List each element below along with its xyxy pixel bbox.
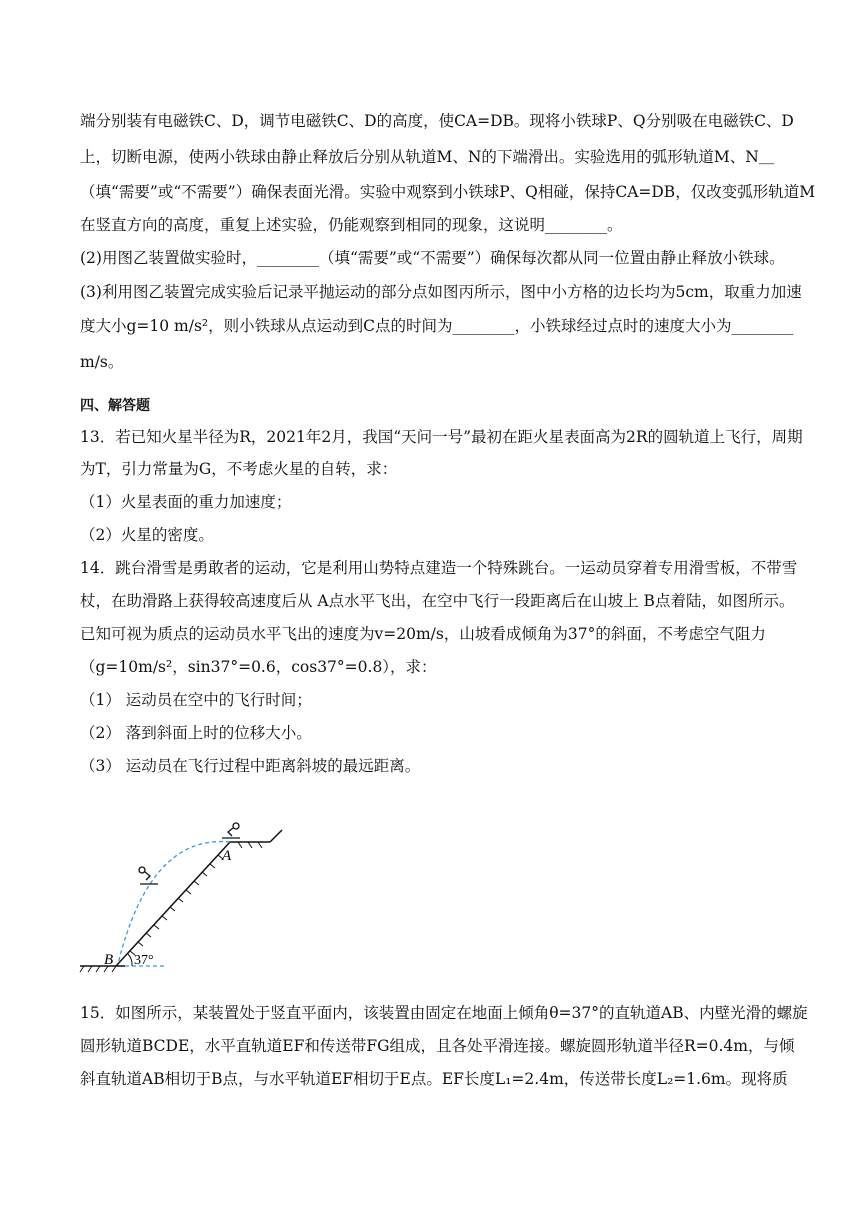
q12-line-4: 在竖直方向的高度，重复上述实验，仍能观察到相同的现象，这说明________。 bbox=[80, 216, 623, 234]
angle-arc bbox=[128, 954, 132, 966]
ski-jump-diagram bbox=[70, 814, 300, 984]
q13-sub-1: （1）火星表面的重力加速度； bbox=[80, 493, 292, 511]
q14-line-3: 已知可视为质点的运动员水平飞出的速度为v=20m/s，山坡看成倾角为37°的斜面，不考虑空气阻力 bbox=[80, 625, 766, 643]
q14-line-2: 杖，在助滑路上获得较高速度后从 A点水平飞出，在空中飞行一段距离后在山坡上 B点着陆，如图所示。 bbox=[80, 592, 795, 610]
platform-hatch bbox=[238, 842, 262, 848]
q12-line-2: 上，切断电源，使两小铁球由静止释放后分别从轨道M、N的下端滑出。实验选用的弧形轨道M、N＿ bbox=[80, 148, 775, 166]
q14-sub-2: （2） 落到斜面上时的位移大小。 bbox=[80, 724, 312, 742]
ski-jump-figure bbox=[70, 814, 300, 984]
q12-line-3: （填“需要”或“不需要”）确保表面光滑。实验中观察到小铁球P、Q相碰，保持CA=DB，仅改变弧形轨道M bbox=[80, 183, 816, 201]
q12-part-3-line-2: 度大小g=10 m/s²，则小铁球从点运动到C点的时间为________，小铁球经过点时的速度大小为________ bbox=[80, 317, 794, 335]
skier-air-icon bbox=[139, 867, 158, 884]
q12-part-3-unit: m/s。 bbox=[80, 353, 124, 371]
skier-top-icon bbox=[222, 823, 240, 838]
label-a: A bbox=[222, 848, 232, 864]
q15-line-2: 圆形轨道BCDE，水平直轨道EF和传送带FG组成，且各处平滑连接。螺旋圆形轨道半径R=0.4m，与倾 bbox=[80, 1037, 795, 1055]
label-b: B bbox=[104, 952, 114, 968]
q15-line-3: 斜直轨道AB相切于B点，与水平轨道EF相切于E点。EF长度L₁=2.4m，传送带长度L₂=1.6m。现将质 bbox=[80, 1070, 788, 1088]
q15-line-1: 15．如图所示，某装置处于竖直平面内，该装置由固定在地面上倾角θ=37°的直轨道AB、内壁光滑的螺旋 bbox=[80, 1004, 808, 1022]
q14-sub-3: （3） 运动员在飞行过程中距离斜坡的最远距离。 bbox=[80, 757, 421, 775]
q14-line-4: （g=10m/s²，sin37°=0.6，cos37°=0.8），求： bbox=[80, 658, 437, 676]
q12-part-3: (3)利用图乙装置完成实验后记录平抛运动的部分点如图丙所示，图中小方格的边长均为5cm，取重力加速 bbox=[80, 283, 802, 301]
angle-label: 37° bbox=[134, 953, 154, 968]
q14-line-1: 14．跳台滑雪是勇敢者的运动，它是利用山势特点建造一个特殊跳台。一运动员穿着专用滑雪板，不带雪 bbox=[80, 559, 798, 577]
q12-part-2: (2)用图乙装置做实验时，________（填“需要”或“不需要”）确保每次都从同一位置由静止释放小铁球。 bbox=[80, 249, 785, 267]
slope-line bbox=[116, 842, 230, 966]
slope-hatch bbox=[130, 855, 223, 955]
q12-line-1: 端分别装有电磁铁C、D，调节电磁铁C、D的高度，使CA=DB。现将小铁球P、Q分别吸在电磁铁C、D bbox=[80, 112, 794, 130]
q13-line-2: 为T，引力常量为G，不考虑火星的自转，求： bbox=[80, 460, 398, 478]
q14-sub-1: （1） 运动员在空中的飞行时间； bbox=[80, 691, 312, 709]
q13-sub-2: （2）火星的密度。 bbox=[80, 526, 214, 544]
section-heading: 四、解答题 bbox=[80, 398, 150, 414]
q13-line-1: 13．若已知火星半径为R，2021年2月，我国“天问一号”最初在距火星表面高为2R的圆轨道上飞行，周期 bbox=[80, 428, 803, 446]
ramp-line bbox=[270, 830, 282, 842]
